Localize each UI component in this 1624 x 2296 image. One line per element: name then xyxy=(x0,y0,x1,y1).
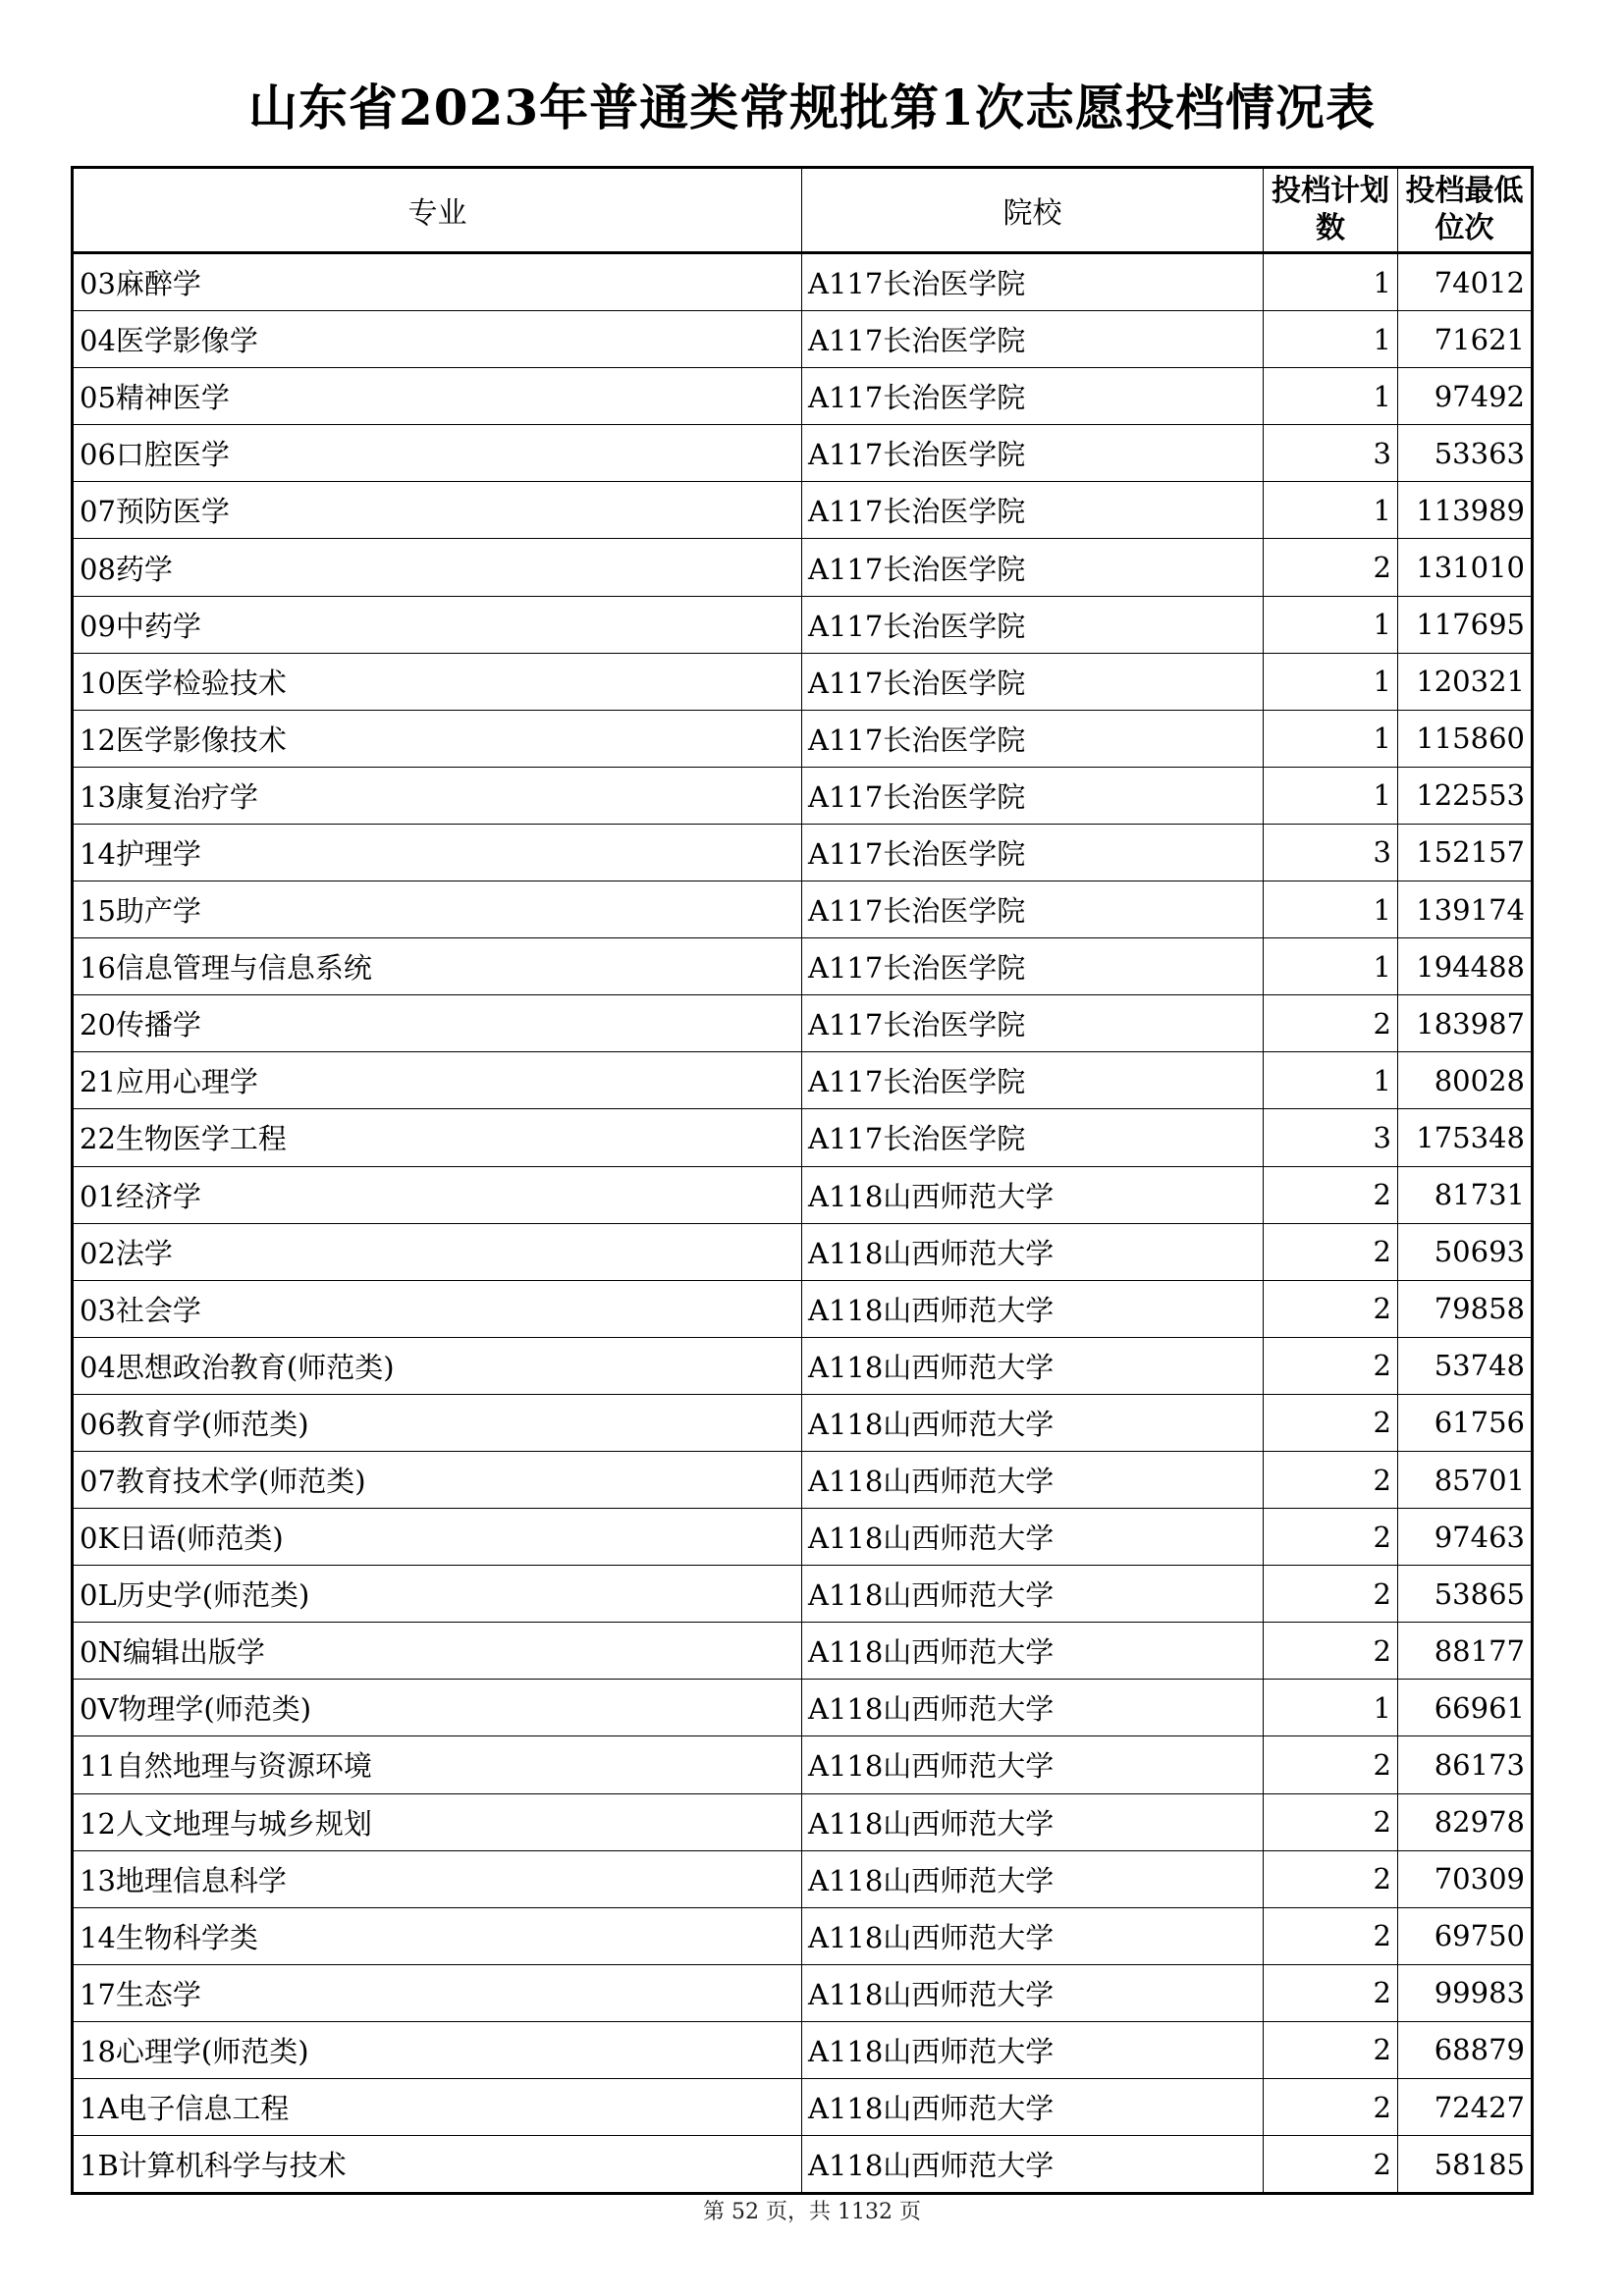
plan-count-cell: 2 xyxy=(1264,1736,1398,1793)
school-cell: A118山西师范大学 xyxy=(802,1736,1264,1793)
min-rank-cell: 97492 xyxy=(1398,368,1533,425)
school-cell: A117长治医学院 xyxy=(802,482,1264,539)
min-rank-cell: 53748 xyxy=(1398,1337,1533,1394)
major-cell: 06教育学(师范类) xyxy=(73,1394,802,1451)
min-rank-cell: 97463 xyxy=(1398,1509,1533,1566)
min-rank-cell: 88177 xyxy=(1398,1623,1533,1680)
major-cell: 07预防医学 xyxy=(73,482,802,539)
school-cell: A118山西师范大学 xyxy=(802,1566,1264,1623)
school-cell: A117长治医学院 xyxy=(802,653,1264,710)
min-rank-cell: 183987 xyxy=(1398,995,1533,1052)
table-row xyxy=(73,1052,1533,1109)
table-row xyxy=(73,425,1533,482)
school-cell: A118山西师范大学 xyxy=(802,1623,1264,1680)
plan-count-cell: 3 xyxy=(1264,425,1398,482)
table-row xyxy=(73,1280,1533,1337)
header-school: 院校 xyxy=(802,168,1264,253)
plan-count-cell: 2 xyxy=(1264,1907,1398,1964)
major-cell: 13地理信息科学 xyxy=(73,1850,802,1907)
school-cell: A117长治医学院 xyxy=(802,710,1264,767)
school-cell: A117长治医学院 xyxy=(802,539,1264,596)
major-cell: 06口腔医学 xyxy=(73,425,802,482)
school-cell: A117长治医学院 xyxy=(802,425,1264,482)
major-cell: 0N编辑出版学 xyxy=(73,1623,802,1680)
admission-table xyxy=(71,166,1534,2195)
school-cell: A117长治医学院 xyxy=(802,1052,1264,1109)
min-rank-cell: 82978 xyxy=(1398,1793,1533,1850)
school-cell: A117长治医学院 xyxy=(802,938,1264,995)
page-footer: 第 52 页，共 1132 页 xyxy=(703,2200,921,2224)
table-row xyxy=(73,938,1533,995)
table-row xyxy=(73,1337,1533,1394)
plan-count-cell: 1 xyxy=(1264,881,1398,938)
plan-count-cell: 3 xyxy=(1264,1109,1398,1166)
plan-count-cell: 1 xyxy=(1264,653,1398,710)
major-cell: 15助产学 xyxy=(73,881,802,938)
plan-count-cell: 3 xyxy=(1264,824,1398,881)
school-cell: A118山西师范大学 xyxy=(802,1793,1264,1850)
table-row xyxy=(73,1680,1533,1736)
table-row xyxy=(73,1566,1533,1623)
min-rank-cell: 50693 xyxy=(1398,1223,1533,1280)
major-cell: 02法学 xyxy=(73,1223,802,1280)
plan-count-cell: 1 xyxy=(1264,710,1398,767)
table-row xyxy=(73,710,1533,767)
school-cell: A117长治医学院 xyxy=(802,368,1264,425)
min-rank-cell: 81731 xyxy=(1398,1166,1533,1223)
table-row xyxy=(73,1509,1533,1566)
plan-count-cell: 2 xyxy=(1264,2136,1398,2194)
major-cell: 1B计算机科学与技术 xyxy=(73,2136,802,2194)
major-cell: 03社会学 xyxy=(73,1280,802,1337)
table-row xyxy=(73,368,1533,425)
plan-count-cell: 1 xyxy=(1264,311,1398,368)
plan-count-cell: 1 xyxy=(1264,767,1398,824)
school-cell: A118山西师范大学 xyxy=(802,1451,1264,1508)
major-cell: 05精神医学 xyxy=(73,368,802,425)
plan-count-cell: 2 xyxy=(1264,1223,1398,1280)
min-rank-cell: 122553 xyxy=(1398,767,1533,824)
major-cell: 16信息管理与信息系统 xyxy=(73,938,802,995)
table-row xyxy=(73,1736,1533,1793)
school-cell: A118山西师范大学 xyxy=(802,2136,1264,2194)
school-cell: A117长治医学院 xyxy=(802,767,1264,824)
major-cell: 1A电子信息工程 xyxy=(73,2079,802,2136)
major-cell: 01经济学 xyxy=(73,1166,802,1223)
table-row xyxy=(73,995,1533,1052)
major-cell: 10医学检验技术 xyxy=(73,653,802,710)
school-cell: A118山西师范大学 xyxy=(802,1850,1264,1907)
table-row xyxy=(73,2079,1533,2136)
plan-count-cell: 2 xyxy=(1264,1566,1398,1623)
table-row xyxy=(73,1907,1533,1964)
table-row xyxy=(73,1394,1533,1451)
min-rank-cell: 58185 xyxy=(1398,2136,1533,2194)
major-cell: 12人文地理与城乡规划 xyxy=(73,1793,802,1850)
header-row xyxy=(73,168,1533,253)
major-cell: 09中药学 xyxy=(73,596,802,653)
plan-count-cell: 1 xyxy=(1264,1680,1398,1736)
table-header xyxy=(73,168,1533,253)
min-rank-cell: 71621 xyxy=(1398,311,1533,368)
plan-count-cell: 2 xyxy=(1264,1280,1398,1337)
plan-count-cell: 2 xyxy=(1264,2021,1398,2078)
major-cell: 07教育技术学(师范类) xyxy=(73,1451,802,1508)
admission-table-container xyxy=(71,166,1531,2195)
table-row xyxy=(73,1850,1533,1907)
school-cell: A118山西师范大学 xyxy=(802,1337,1264,1394)
major-cell: 0V物理学(师范类) xyxy=(73,1680,802,1736)
min-rank-cell: 117695 xyxy=(1398,596,1533,653)
plan-count-cell: 1 xyxy=(1264,368,1398,425)
min-rank-cell: 99983 xyxy=(1398,1964,1533,2021)
major-cell: 0K日语(师范类) xyxy=(73,1509,802,1566)
major-cell: 03麻醉学 xyxy=(73,253,802,311)
plan-count-cell: 2 xyxy=(1264,1166,1398,1223)
school-cell: A117长治医学院 xyxy=(802,881,1264,938)
school-cell: A118山西师范大学 xyxy=(802,1680,1264,1736)
table-row xyxy=(73,311,1533,368)
major-cell: 11自然地理与资源环境 xyxy=(73,1736,802,1793)
plan-count-cell: 2 xyxy=(1264,2079,1398,2136)
school-cell: A117长治医学院 xyxy=(802,596,1264,653)
min-rank-cell: 115860 xyxy=(1398,710,1533,767)
major-cell: 14生物科学类 xyxy=(73,1907,802,1964)
plan-count-cell: 2 xyxy=(1264,1964,1398,2021)
plan-count-cell: 1 xyxy=(1264,482,1398,539)
school-cell: A118山西师范大学 xyxy=(802,1394,1264,1451)
min-rank-cell: 66961 xyxy=(1398,1680,1533,1736)
table-row xyxy=(73,596,1533,653)
table-row xyxy=(73,1451,1533,1508)
school-cell: A118山西师范大学 xyxy=(802,1907,1264,1964)
min-rank-cell: 80028 xyxy=(1398,1052,1533,1109)
table-row xyxy=(73,482,1533,539)
major-cell: 17生态学 xyxy=(73,1964,802,2021)
table-row xyxy=(73,881,1533,938)
school-cell: A118山西师范大学 xyxy=(802,2021,1264,2078)
school-cell: A117长治医学院 xyxy=(802,1109,1264,1166)
min-rank-cell: 53363 xyxy=(1398,425,1533,482)
header-plan: 投档计划数 xyxy=(1264,168,1398,253)
page-title: 山东省2023年普通类常规批第1次志愿投档情况表 xyxy=(248,79,1376,136)
plan-count-cell: 2 xyxy=(1264,1451,1398,1508)
min-rank-cell: 61756 xyxy=(1398,1394,1533,1451)
min-rank-cell: 113989 xyxy=(1398,482,1533,539)
table-row xyxy=(73,2136,1533,2194)
plan-count-cell: 2 xyxy=(1264,1337,1398,1394)
school-cell: A117长治医学院 xyxy=(802,995,1264,1052)
table-row xyxy=(73,1109,1533,1166)
plan-count-cell: 2 xyxy=(1264,995,1398,1052)
major-cell: 20传播学 xyxy=(73,995,802,1052)
table-row xyxy=(73,1964,1533,2021)
major-cell: 13康复治疗学 xyxy=(73,767,802,824)
min-rank-cell: 152157 xyxy=(1398,824,1533,881)
school-cell: A118山西师范大学 xyxy=(802,2079,1264,2136)
major-cell: 12医学影像技术 xyxy=(73,710,802,767)
min-rank-cell: 68879 xyxy=(1398,2021,1533,2078)
plan-count-cell: 2 xyxy=(1264,539,1398,596)
min-rank-cell: 72427 xyxy=(1398,2079,1533,2136)
table-row xyxy=(73,824,1533,881)
min-rank-cell: 85701 xyxy=(1398,1451,1533,1508)
table-row xyxy=(73,1166,1533,1223)
min-rank-cell: 70309 xyxy=(1398,1850,1533,1907)
min-rank-cell: 194488 xyxy=(1398,938,1533,995)
school-cell: A117长治医学院 xyxy=(802,311,1264,368)
min-rank-cell: 86173 xyxy=(1398,1736,1533,1793)
plan-count-cell: 2 xyxy=(1264,1394,1398,1451)
table-row xyxy=(73,1623,1533,1680)
min-rank-cell: 74012 xyxy=(1398,253,1533,311)
major-cell: 04医学影像学 xyxy=(73,311,802,368)
school-cell: A117长治医学院 xyxy=(802,824,1264,881)
min-rank-cell: 131010 xyxy=(1398,539,1533,596)
table-row xyxy=(73,1223,1533,1280)
plan-count-cell: 2 xyxy=(1264,1850,1398,1907)
major-cell: 18心理学(师范类) xyxy=(73,2021,802,2078)
min-rank-cell: 139174 xyxy=(1398,881,1533,938)
table-row xyxy=(73,539,1533,596)
major-cell: 0L历史学(师范类) xyxy=(73,1566,802,1623)
plan-count-cell: 2 xyxy=(1264,1509,1398,1566)
min-rank-cell: 69750 xyxy=(1398,1907,1533,1964)
plan-count-cell: 1 xyxy=(1264,938,1398,995)
table-row xyxy=(73,253,1533,311)
major-cell: 08药学 xyxy=(73,539,802,596)
min-rank-cell: 175348 xyxy=(1398,1109,1533,1166)
table-row xyxy=(73,2021,1533,2078)
plan-count-cell: 2 xyxy=(1264,1793,1398,1850)
school-cell: A118山西师范大学 xyxy=(802,1166,1264,1223)
plan-count-cell: 1 xyxy=(1264,1052,1398,1109)
table-row xyxy=(73,767,1533,824)
major-cell: 21应用心理学 xyxy=(73,1052,802,1109)
min-rank-cell: 120321 xyxy=(1398,653,1533,710)
plan-count-cell: 2 xyxy=(1264,1623,1398,1680)
school-cell: A118山西师范大学 xyxy=(802,1280,1264,1337)
plan-count-cell: 1 xyxy=(1264,596,1398,653)
major-cell: 22生物医学工程 xyxy=(73,1109,802,1166)
table-row xyxy=(73,653,1533,710)
table-row xyxy=(73,1793,1533,1850)
school-cell: A118山西师范大学 xyxy=(802,1223,1264,1280)
min-rank-cell: 53865 xyxy=(1398,1566,1533,1623)
major-cell: 14护理学 xyxy=(73,824,802,881)
header-major: 专业 xyxy=(73,168,802,253)
header-rank: 投档最低位次 xyxy=(1398,168,1533,253)
table-body xyxy=(73,253,1533,2194)
min-rank-cell: 79858 xyxy=(1398,1280,1533,1337)
school-cell: A118山西师范大学 xyxy=(802,1964,1264,2021)
school-cell: A118山西师范大学 xyxy=(802,1509,1264,1566)
school-cell: A117长治医学院 xyxy=(802,253,1264,311)
plan-count-cell: 1 xyxy=(1264,253,1398,311)
major-cell: 04思想政治教育(师范类) xyxy=(73,1337,802,1394)
